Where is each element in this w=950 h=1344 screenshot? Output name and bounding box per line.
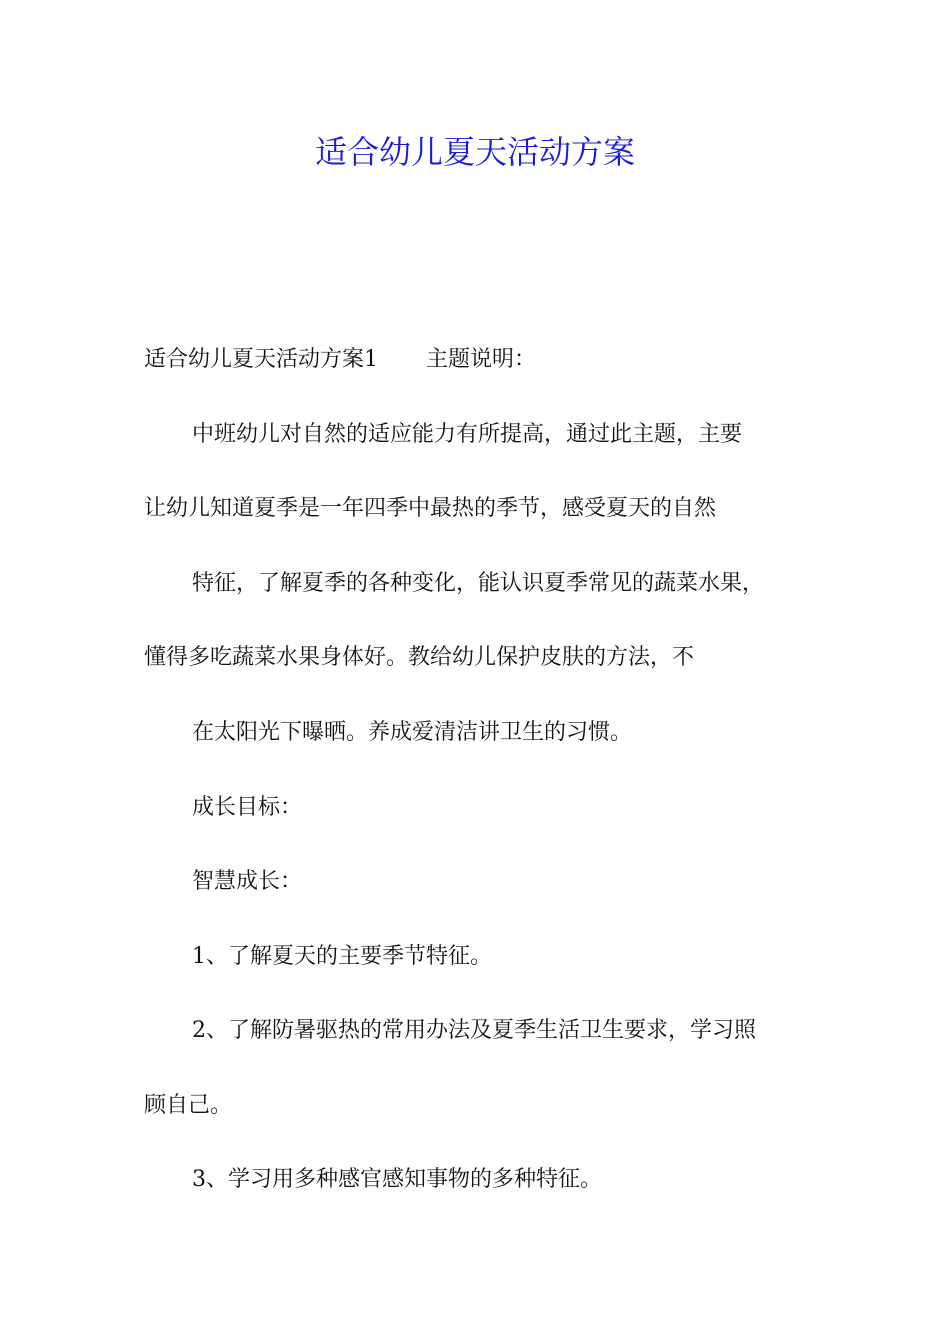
- paragraph-line: 在太阳光下曝晒。养成爱清洁讲卫生的习惯。: [192, 720, 633, 745]
- page-title: 适合幼儿夏天活动方案: [314, 133, 635, 171]
- section-heading: 适合幼儿夏天活动方案1: [144, 347, 378, 372]
- section-heading-line: [144, 344, 536, 376]
- paragraph-line: 成长目标：: [192, 795, 303, 820]
- list-item: 2、了解防暑驱热的常用办法及夏季生活卫生要求，学习照: [192, 1018, 756, 1043]
- paragraph-line: 让幼儿知道夏季是一年四季中最热的季节，感受夏天的自然: [144, 496, 717, 521]
- list-item: 3、学习用多种感官感知事物的多种特征。: [192, 1167, 602, 1192]
- list-item: 1、了解夏天的主要季节特征。: [192, 944, 492, 969]
- paragraph-line: 智慧成长：: [192, 869, 303, 894]
- paragraph-line: 特征，了解夏季的各种变化，能认识夏季常见的蔬菜水果，: [192, 571, 765, 596]
- list-item-continuation: 顾自己。: [144, 1093, 233, 1118]
- paragraph-line: 中班幼儿对自然的适应能力有所提高，通过此主题，主要: [192, 422, 743, 447]
- section-subheading: 主题说明：: [426, 347, 537, 372]
- paragraph-line: 懂得多吃蔬菜水果身体好。教给幼儿保护皮肤的方法，不: [144, 645, 695, 670]
